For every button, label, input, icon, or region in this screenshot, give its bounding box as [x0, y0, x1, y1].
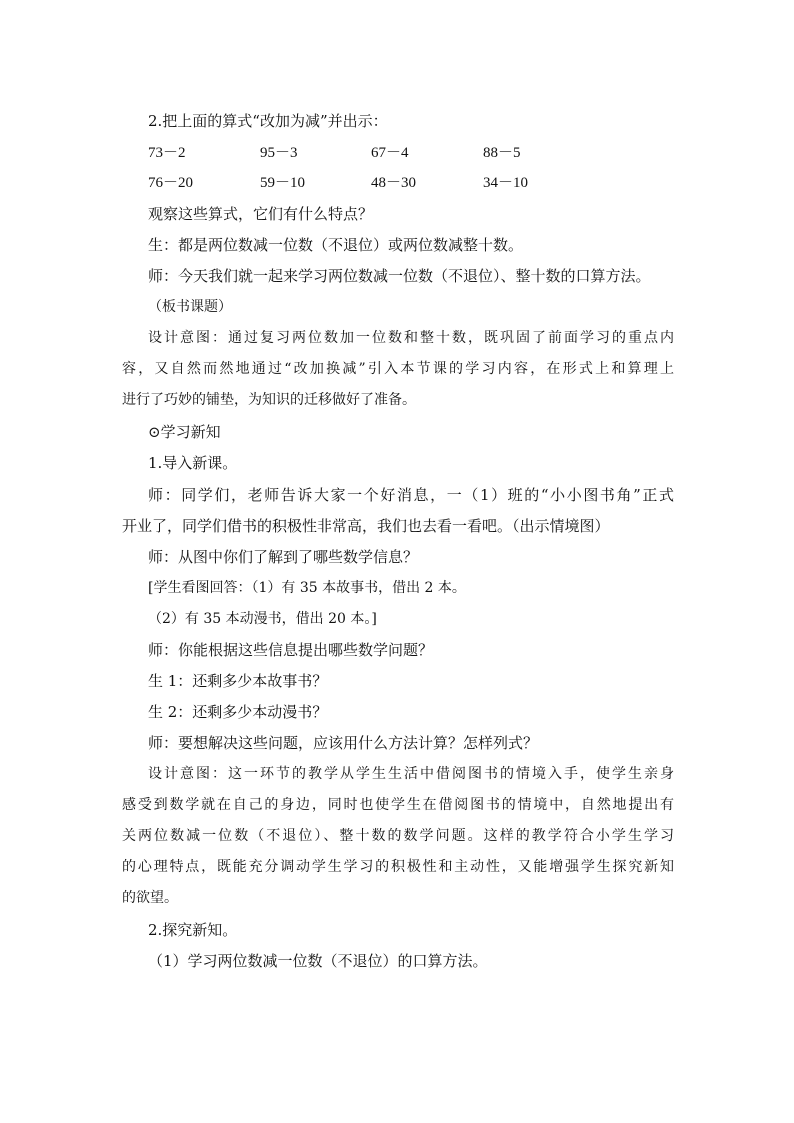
design-intent-line: 的欲望。 [122, 890, 178, 906]
paragraph-line: （板书课题） [148, 299, 232, 315]
equation: 88－5 [483, 145, 521, 161]
equation: 34－10 [483, 175, 529, 191]
item-2-heading: 2.把上面的算式“改加为减”并出示： [148, 112, 388, 130]
paragraph-line: 师：从图中你们了解到了哪些数学信息？ [148, 548, 419, 566]
paragraph-line: 师：同学们，老师告诉大家一个好消息，一（1）班的“小小图书角”正式 [148, 486, 674, 504]
design-intent-line: 设计意图：通过复习两位数加一位数和整十数，既巩固了前面学习的重点内 [148, 330, 674, 346]
design-intent-line: 的心理特点，既能充分调动学生学习的积极性和主动性，又能增强学生探究新知 [122, 859, 674, 875]
paragraph-line: （2）有 35 本动漫书，借出 20 本。] [148, 611, 377, 627]
paragraph-line: （1）学习两位数减一位数（不退位）的口算方法。 [148, 952, 488, 970]
equation: 76－20 [148, 175, 194, 191]
paragraph-line: 师：要想解决这些问题，应该用什么方法计算？怎样列式？ [148, 734, 539, 752]
design-intent-line: 容，又自然而然地通过“改加换减”引入本节课的学习内容，在形式上和算理上 [122, 361, 674, 377]
paragraph-line: 开业了，同学们借书的积极性非常高，我们也去看一看吧。（出示情境图） [122, 517, 610, 535]
paragraph-line: [学生看图回答：（1）有 35 本故事书，借出 2 本。 [148, 580, 466, 596]
section-heading: ⊙学习新知 [148, 423, 221, 441]
equation: 59－10 [260, 175, 306, 191]
paragraph-line: 生 2：还剩多少本动漫书？ [148, 703, 328, 721]
equation: 95－3 [260, 145, 298, 161]
paragraph-line: 师：今天我们就一起来学习两位数减一位数（不退位）、整十数的口算方法。 [148, 267, 651, 285]
design-intent-line: 设计意图：这一环节的教学从学生生活中借阅图书的情境入手，使学生亲身 [148, 766, 674, 782]
equation: 67－4 [371, 145, 409, 161]
subheading: 2.探究新知。 [148, 921, 238, 939]
subheading: 1.导入新课。 [148, 454, 238, 472]
paragraph-line: 观察这些算式，它们有什么特点？ [148, 205, 374, 223]
paragraph-line: 生 1：还剩多少本故事书？ [148, 672, 328, 690]
equation: 48－30 [371, 175, 417, 191]
design-intent-line: 进行了巧妙的铺垫，为知识的迁移做好了准备。 [122, 392, 416, 408]
design-intent-line: 关两位数减一位数（不退位）、整十数的数学问题。这样的教学符合小学生学习 [122, 828, 674, 844]
paragraph-line: 师：你能根据这些信息提出哪些数学问题？ [148, 641, 434, 659]
paragraph-line: 生：都是两位数减一位数（不退位）或两位数减整十数。 [148, 236, 524, 254]
equation: 73－2 [148, 145, 186, 161]
design-intent-line: 感受到数学就在自己的身边，同时也使学生在借阅图书的情境中，自然地提出有 [122, 797, 674, 813]
